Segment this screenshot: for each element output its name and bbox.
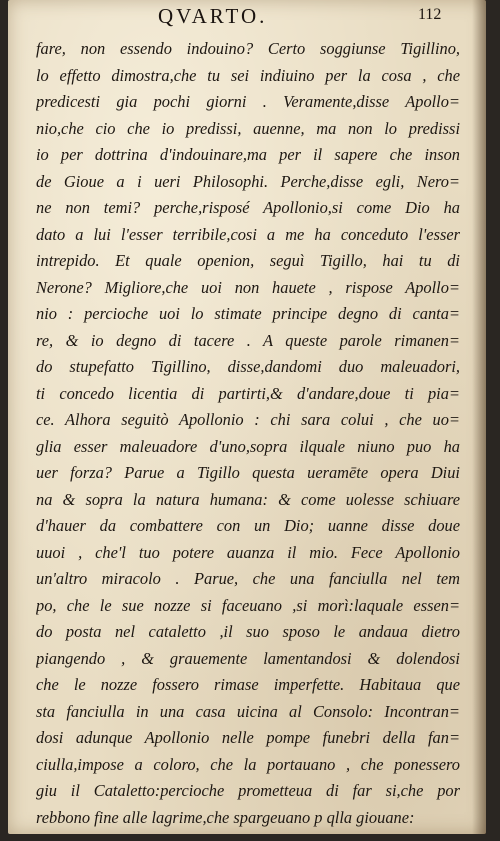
text-line: po, che le sue nozze si faceuano ,si morì:laquale essen=	[36, 595, 460, 615]
text-line: d'hauer da combattere con un Dio; uanne disse doue	[36, 516, 460, 535]
running-head	[8, 0, 486, 30]
text-line: sta fanciulla in una casa uicina al Consolo: Incontran=	[36, 701, 460, 721]
text-line: che le nozze fossero rimase imperfette. Habitaua que	[36, 675, 460, 694]
running-head-title: QVARTO.	[158, 4, 268, 28]
text-line: de Gioue a i ueri Philosophi. Perche,disse egli, Nero=	[36, 171, 460, 191]
text-line: re, & io degno di tacere . A queste parole rimanen=	[36, 330, 460, 350]
text-line: un'altro miracolo . Parue, che una fanciulla nel tem	[36, 569, 460, 588]
text-line: na & sopra la natura humana: & come uolesse schiuare	[36, 489, 460, 509]
text-line: ce. Alhora seguitò Apollonio : chi sara colui , che uo=	[36, 410, 460, 429]
text-line: intrepido. Et quale openion, seguì Tigillo, hai tu di	[36, 251, 460, 270]
text-line: ti concedo licentia di partirti,& d'andare,doue ti pia=	[36, 383, 460, 403]
text-line: piangendo , & grauemente lamentandosi & dolendosi	[36, 648, 460, 668]
text-line: lo effetto dimostra,che tu sei indiuino per la cosa , che	[36, 65, 460, 85]
text-line: io per dottrina d'indouinare,ma per il sapere che inson	[36, 145, 460, 164]
text-line: uuoi , che'l tuo potere auanza il mio. Fece Apollonio	[36, 542, 460, 562]
text-line: ciulla,impose a coloro, che la portauano , che ponessero	[36, 754, 460, 774]
text-line: uer forza? Parue a Tigillo questa ueramēte opera Diui	[36, 463, 460, 482]
book-page	[8, 0, 486, 834]
text-line: Nerone? Migliore,che uoi non hauete , rispose Apollo=	[36, 277, 460, 297]
text-line: fare, non essendo indouino? Certo soggiunse Tigillino,	[36, 39, 460, 58]
text-line: dosi adunque Apollonio nelle pompe funebri della fan=	[36, 728, 460, 747]
text-line: nio,che cio che io predissi, auenne, ma non lo predissi	[36, 118, 460, 138]
text-line: ne non temi? perche,risposé Apollonio,si come Dio ha	[36, 198, 460, 217]
text-line: predicesti gia pochi giorni . Veramente,disse Apollo=	[36, 92, 460, 111]
page-gutter-shadow	[472, 0, 486, 834]
text-line: rebbono fine alle lagrime,che spargeuano p qlla giouane:	[36, 807, 415, 827]
text-line: glia esser maleuadore d'uno,sopra ilquale niuno puo ha	[36, 436, 460, 456]
text-line: giu il Cataletto:percioche prometteua di far si,che por	[36, 781, 460, 800]
body-text	[36, 36, 460, 831]
text-line: dato a lui l'esser terribile,cosi a me ha conceduto l'esser	[36, 224, 460, 244]
text-line: do stupefatto Tigillino, disse,dandomi duo maleuadori,	[36, 357, 460, 376]
page-number: 112	[418, 6, 442, 23]
text-line: do posta nel cataletto ,il suo sposo le andaua dietro	[36, 622, 460, 641]
text-line: nio : percioche uoi lo stimate principe degno di canta=	[36, 304, 460, 323]
